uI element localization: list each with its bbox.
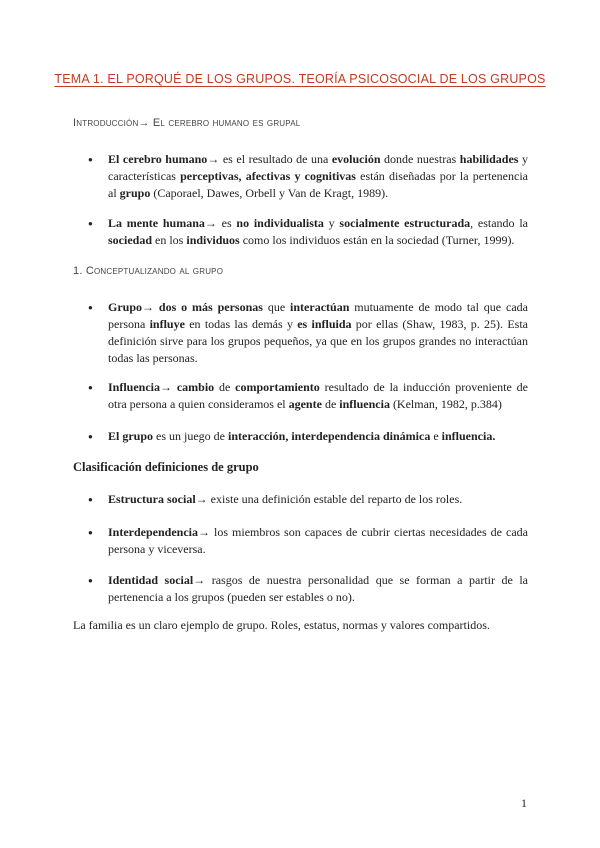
bullet-mente-humana: ● La mente humana→ es no individualista y socialmente estructurada, estando la sociedad en los individuos como los individuos están en la sociedad (Turner, 1999). <box>108 215 528 249</box>
intro-heading: Introducción→ El cerebro humano es grupal <box>73 117 301 129</box>
bullet-influencia: ● Influencia→ cambio de comportamiento resultado de la inducción proveniente de otra persona a quien consideramos el agente de influencia (Kelman, 1982, p.384) <box>108 379 528 413</box>
classification-heading: Clasificación definiciones de grupo <box>73 460 259 474</box>
bullet-el-grupo: ● El grupo es un juego de interacción, interdependencia dinámica e influencia. <box>108 428 528 445</box>
closing-paragraph: La familia es un claro ejemplo de grupo. Roles, estatus, normas y valores compartidos. <box>73 618 490 632</box>
bullet-cerebro-humano: ● El cerebro humano→ es el resultado de una evolución donde nuestras habilidades y características perceptivas, afectivas y cognitivas están diseñadas por la pertenencia al grupo (Caporael, Dawes, Orbell y Van de Kragt, 1989). <box>108 151 528 202</box>
section1-heading: 1. Conceptualizando al grupo <box>73 265 224 277</box>
page-number: 1 <box>521 796 527 810</box>
bullet-estructura-social: ● Estructura social→ existe una definición estable del reparto de los roles. <box>108 491 528 508</box>
bullet-grupo: ● Grupo→ dos o más personas que interactúan mutuamente de modo tal que cada persona influye en todas las demás y es influida por ellas (Shaw, 1983, p. 25). Esta definición sirve para los grupos pequeños, ya que en los grupos grandes no interactúan todas las personas. <box>108 299 528 367</box>
bullet-interdependencia: ● Interdependencia→ los miembros son capaces de cubrir ciertas necesidades de cada persona y viceversa. <box>108 524 528 558</box>
document-title: TEMA 1. EL PORQUÉ DE LOS GRUPOS. TEORÍA PSICOSOCIAL DE LOS GRUPOS <box>54 72 546 86</box>
bullet-identidad-social: ● Identidad social→ rasgos de nuestra personalidad que se forman a partir de la pertenencia a los grupos (pueden ser estables o no). <box>108 572 528 606</box>
